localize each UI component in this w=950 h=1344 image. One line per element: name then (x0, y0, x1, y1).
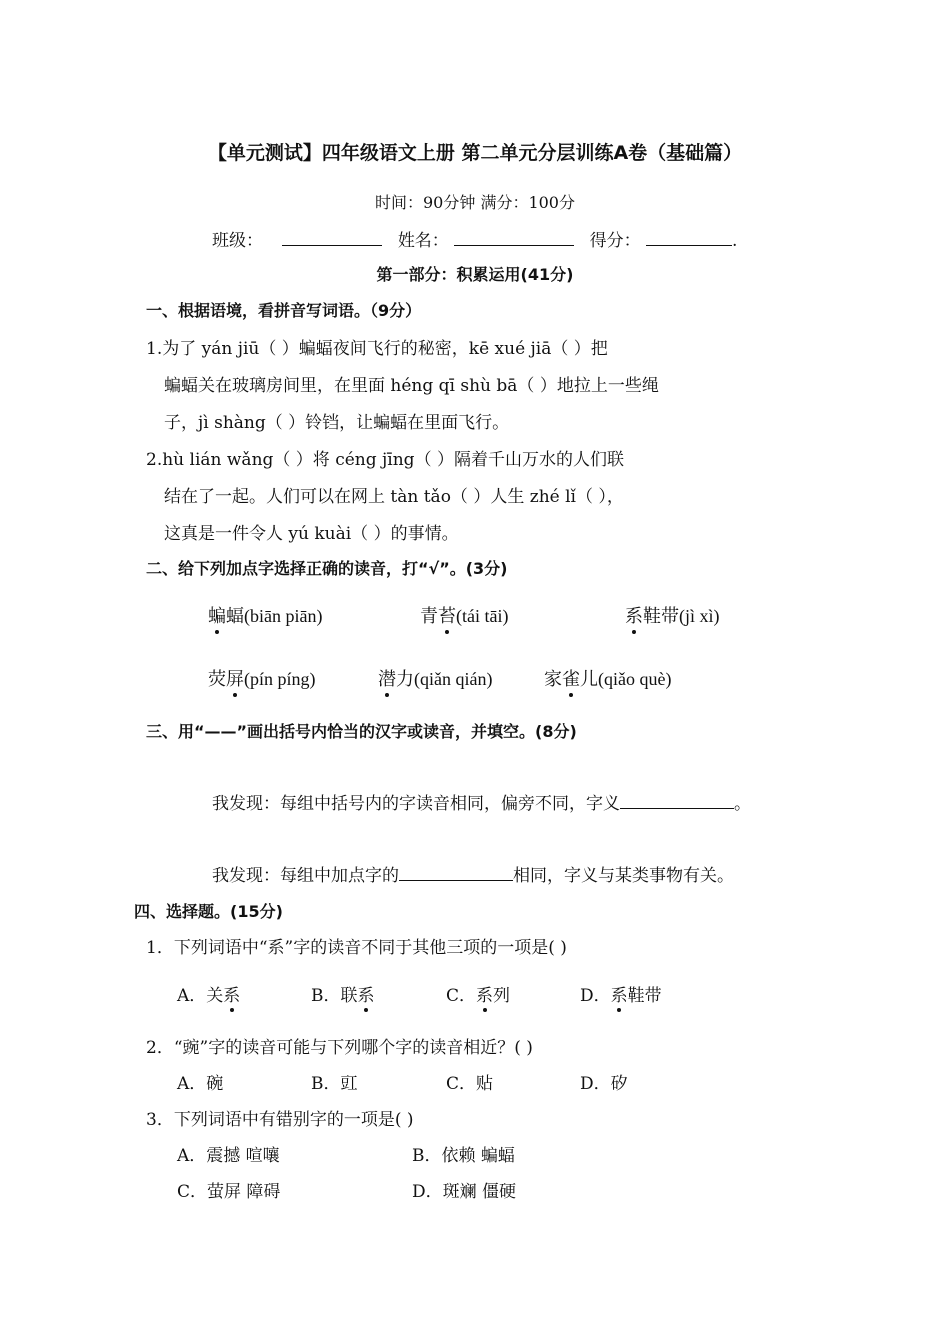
q2-item[interactable]: 家雀儿(qiǎo què) (544, 665, 671, 691)
dotted-char: 潜 (378, 665, 396, 691)
q1-line: 蝙蝠关在玻璃房间里，在里面 héng qī shù bā（ ）地拉上一些绳 (164, 376, 659, 396)
student-info-line (212, 226, 737, 251)
q4-3-option-c[interactable]: C．萤屏 障碍 (177, 1182, 281, 1202)
end-dot: . (732, 231, 738, 251)
page-title: 【单元测试】四年级语文上册 第二单元分层训练A卷（基础篇） (207, 142, 743, 164)
q4-3-option-b[interactable]: B．依赖 蝙蝠 (412, 1146, 515, 1166)
time-score-line: 时间：90分钟 满分：100分 (375, 193, 575, 212)
dotted-char: 苔 (438, 602, 456, 628)
q3-finding-1: 我发现：每组中括号内的字读音相同，偏旁不同，字义 。 (212, 794, 751, 814)
score-field[interactable] (646, 231, 732, 246)
q2-item[interactable]: 青苔(tái tāi) (420, 602, 508, 628)
q4-1-option-c[interactable]: C．系列 (446, 981, 510, 1006)
q4-3-option-a[interactable]: A．震撼 喧嚷 (177, 1146, 280, 1166)
q1-line: 2.hù lián wǎng（ ）将 céng jīng（ ）隔着千山万水的人们联 (146, 450, 624, 470)
q4-1-option-b[interactable]: B．联系 (311, 981, 375, 1006)
q2-item[interactable]: 荧屏(pín píng) (208, 665, 316, 691)
q4-2-stem: 2．“豌”字的读音可能与下列哪个字的读音相近？( ) (146, 1038, 533, 1058)
q3-answer-blank-1[interactable] (620, 794, 734, 809)
q2-heading: 二、给下列加点字选择正确的读音，打“√”。(3分) (146, 559, 508, 578)
q4-1-option-a[interactable]: A．关系 (177, 981, 240, 1006)
q4-2-option-a[interactable]: A．碗 (177, 1074, 224, 1094)
class-label: 班级： (212, 231, 263, 251)
score-label: 得分： (589, 231, 641, 251)
name-field[interactable] (454, 231, 574, 246)
q2-item[interactable]: 蝙蝠(biān piān) (208, 602, 322, 628)
q3-finding-2: 我发现：每组中加点字的 相同，字义与某类事物有关。 (212, 866, 734, 886)
q4-2-option-b[interactable]: B．豇 (311, 1074, 358, 1094)
q4-1-stem: 1．下列词语中“系”字的读音不同于其他三项的一项是( ) (146, 938, 567, 958)
dotted-char: 屏 (226, 665, 244, 691)
class-field[interactable] (282, 231, 382, 246)
q2-item[interactable]: 潜力(qiǎn qián) (378, 665, 492, 691)
q4-2-option-d[interactable]: D．矽 (580, 1074, 628, 1094)
q1-heading: 一、根据语境，看拼音写词语。（9分） (146, 301, 422, 320)
q1-line: 这真是一件令人 yú kuài（ ）的事情。 (164, 524, 459, 544)
q3-heading: 三、用“——”画出括号内恰当的汉字或读音，并填空。(8分) (146, 722, 577, 741)
q1-line: 1.为了 yán jiū（ ）蝙蝠夜间飞行的秘密，kē xué jiā（ ）把 (146, 339, 608, 359)
dotted-char: 雀 (562, 665, 580, 691)
q4-heading: 四、选择题。(15分) (134, 902, 283, 921)
part1-heading: 第一部分：积累运用(41分) (376, 265, 574, 284)
q4-3-stem: 3．下列词语中有错别字的一项是( ) (146, 1110, 414, 1130)
q4-3-option-d[interactable]: D．斑斓 僵硬 (412, 1182, 517, 1202)
q1-line: 结在了一起。人们可以在网上 tàn tǎo（ ）人生 zhé lǐ（ ）， (164, 487, 624, 507)
name-label: 姓名： (397, 231, 449, 251)
q1-line: 子，jì shàng（ ）铃铛，让蝙蝠在里面飞行。 (164, 413, 510, 433)
q2-item[interactable]: 系鞋带(jì xì) (625, 602, 720, 628)
dotted-char: 蝙 (208, 602, 226, 628)
q4-1-option-d[interactable]: D．系鞋带 (580, 981, 662, 1006)
q3-answer-blank-2[interactable] (399, 866, 513, 881)
dotted-char: 系 (625, 602, 643, 628)
q4-2-option-c[interactable]: C．贴 (446, 1074, 494, 1094)
